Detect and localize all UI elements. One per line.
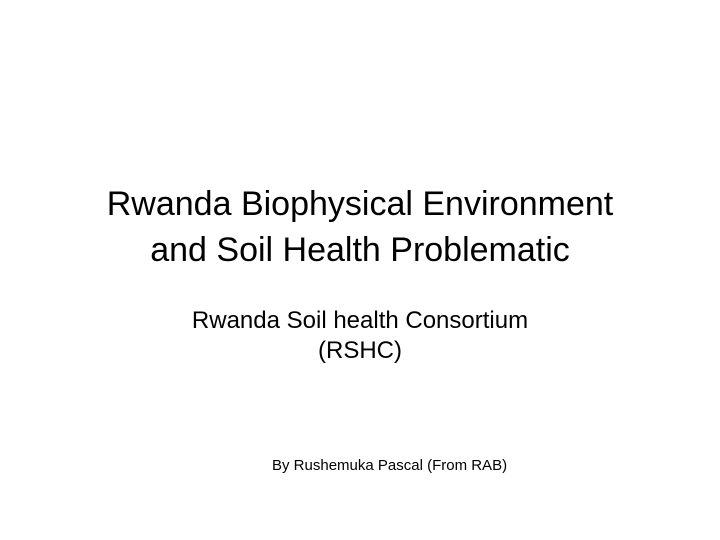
slide-author: By Rushemuka Pascal (From RAB)	[272, 457, 508, 474]
slide-title	[40, 181, 680, 273]
slide-subtitle-line-1: Rwanda Soil health Consortium	[191, 307, 529, 334]
slide-subtitle-line-2: (RSHC)	[318, 337, 402, 364]
slide-title-line-1: Rwanda Biophysical Environment	[106, 185, 614, 223]
slide-title-line-2: and Soil Health Problematic	[150, 231, 570, 269]
slide-subtitle	[100, 306, 620, 366]
